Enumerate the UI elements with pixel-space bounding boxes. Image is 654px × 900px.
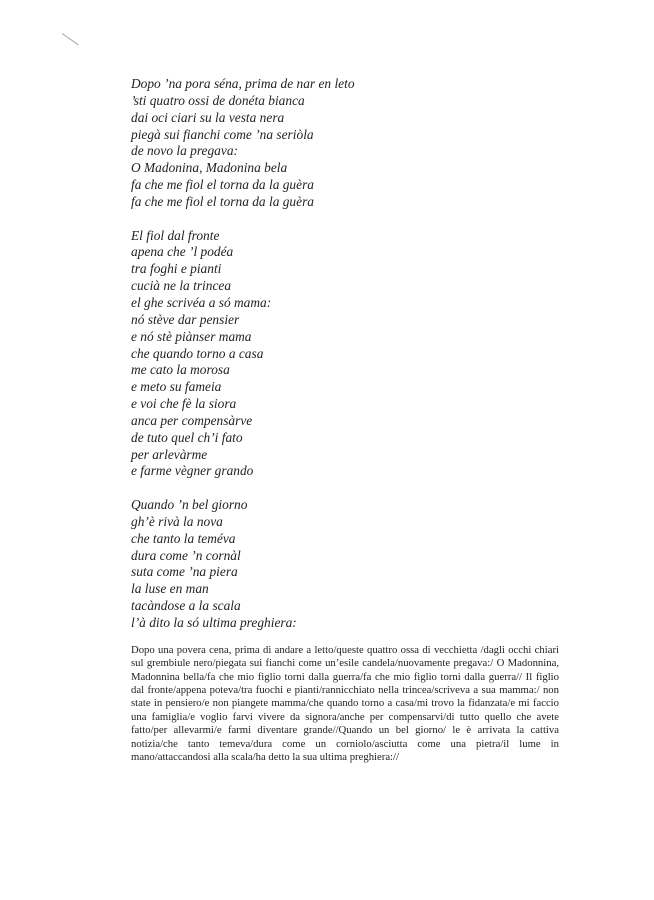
poem-line: El fiol dal fronte xyxy=(131,227,220,243)
dialect-poem xyxy=(131,76,431,632)
poem-stanza-1 xyxy=(131,76,431,211)
poem-line: suta come ’na piera xyxy=(131,564,238,580)
poem-line: apena che ’l podéa xyxy=(131,244,234,260)
poem-line: cucià ne la trincea xyxy=(131,278,232,294)
italian-translation-paragraph: Dopo una povera cena, prima di andare a letto/queste quattro ossa di vecchietta /dagli occhi chiari sul grembiule nero/piegata sui fianchi come un’esile candela/nuovamente pregava:/ O Madonnina, Madonnina bella/fa che mio figlio torni dalla guerra/fa che mio figlio torni dalla guerra// Il figlio dal fronte/appena poteva/tra fuochi e pianti/rannicchiato nella trincea/scriveva a sua mamma:/ non state in pensiero/e non piangete mamma/che quando torno a casa/mi trovo la fidanzata/e mi faccio una famiglia/e voglio farvi vivere da signora/anche per compensarvi/di tutto quello che avete fatto/per allevarmi/e farmi diventare grande//Quando un bel giorno/ le è arrivata la cattiva notizia/che tanto temeva/dura come un corniolo/asciutta come una pietra/il lume in mano/attaccandosi alla scala/ha detto la sua ultima preghiera:// xyxy=(131,643,559,763)
poem-line: anca per compensàrve xyxy=(131,412,253,428)
poem-line: dura come ’n cornàl xyxy=(131,547,241,563)
poem-line: de tuto quel ch’i fato xyxy=(131,429,243,445)
poem-line: e nó stè piànser mama xyxy=(131,328,252,344)
poem-stanza-3 xyxy=(131,497,431,632)
poem-stanza-2 xyxy=(131,228,431,481)
poem-line: l’à dito la só ultima preghiera: xyxy=(131,615,297,630)
poem-line: piegà sui fianchi come ’na seriòla xyxy=(131,126,314,142)
poem-line: che tanto la teméva xyxy=(131,530,236,546)
poem-line: Dopo ’na pora séna, prima de nar en leto xyxy=(131,76,355,91)
poem-line: che quando torno a casa xyxy=(131,345,264,361)
poem-line: el ghe scrivéa a só mama: xyxy=(131,294,272,310)
poem-line: O Madonina, Madonina bela xyxy=(131,160,288,176)
scan-mark xyxy=(62,33,79,46)
poem-line: e meto su fameia xyxy=(131,379,222,395)
poem-line: tacàndose a la scala xyxy=(131,598,241,614)
poem-line: la luse en man xyxy=(131,581,209,597)
poem-line: ’sti quatro ossi de donéta bianca xyxy=(131,92,305,108)
poem-line: me cato la morosa xyxy=(131,362,230,378)
poem-line: nó stève dar pensier xyxy=(131,311,240,327)
poem-line: de novo la pregava: xyxy=(131,143,238,159)
poem-line: per arlevàrme xyxy=(131,446,208,462)
poem-line: e farme vègner grando xyxy=(131,463,254,479)
poem-line: fa che me fiol el torna da la guèra xyxy=(131,193,314,209)
poem-line: dai oci ciari su la vesta nera xyxy=(131,109,285,125)
poem-line: Quando ’n bel giorno xyxy=(131,497,248,513)
poem-line: e voi che fè la siora xyxy=(131,396,237,412)
poem-line: gh’è rivà la nova xyxy=(131,513,223,529)
poem-line: fa che me fiol el torna da la guèra xyxy=(131,177,314,193)
poem-line: tra foghi e pianti xyxy=(131,261,222,277)
